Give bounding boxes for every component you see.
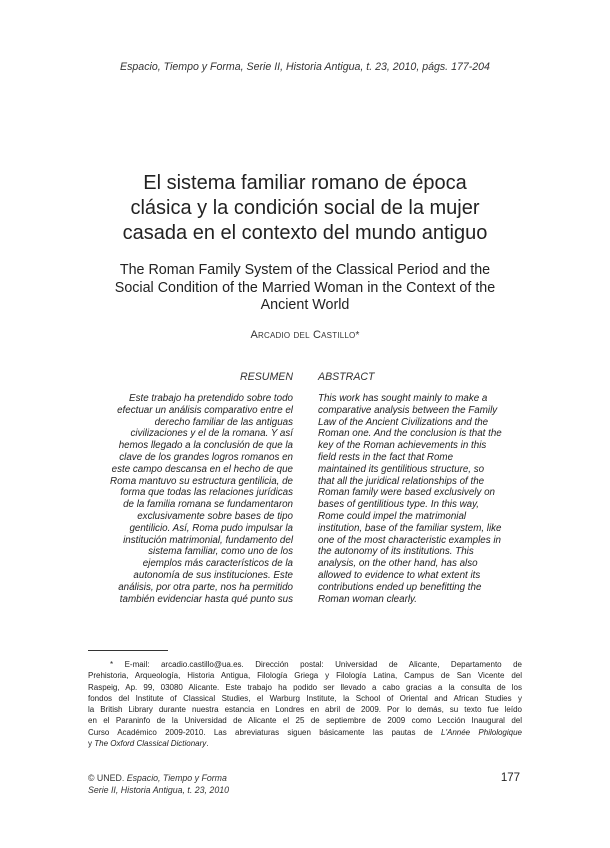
resumen-line: efectuar un análisis comparativo entre el <box>117 404 293 416</box>
journal-reference: L'Année Philologique <box>441 727 523 737</box>
resumen-line: gentilicio. Así, Roma pudo impulsar la <box>129 522 293 534</box>
resumen-line: exclusivamente sobre bases de tipo <box>137 510 293 522</box>
resumen-line: forma que todas las relaciones jurídicas <box>120 487 293 499</box>
footer-citation <box>88 772 229 796</box>
footnote-rule <box>88 650 168 651</box>
resumen-line: civilizaciones y el de la romana. Y así <box>130 428 293 440</box>
title-english-line: Ancient World <box>260 297 350 313</box>
title-spanish <box>90 171 520 246</box>
resumen-line: Este trabajo ha pretendido sobre todo <box>129 393 293 404</box>
resumen-text <box>100 393 293 605</box>
abstract-line: the autonomy of its institutions. This <box>318 546 474 558</box>
footnote-line: Prehistoria, Arqueología, Historia Antigua, Filología Griega y Filología Latina, Campus de San Vicente del <box>88 671 522 681</box>
abstract-line: key of the Roman achievements in this <box>318 440 487 452</box>
footnote-line: y <box>88 739 92 749</box>
author-name: Arcadio del Castillo <box>250 329 356 341</box>
journal-name: Espacio, Tiempo y Forma <box>126 773 227 783</box>
abstract-line: contributions ended up benefitting the <box>318 581 482 593</box>
resumen-line: ejemplos más característicos de la <box>142 558 293 570</box>
resumen-line: institución matrimonial, fundamento del <box>123 534 293 546</box>
title-spanish-line: clásica y la condición social de la mujer <box>130 197 480 219</box>
abstract-line: that all the juridical relationships of the <box>318 475 485 487</box>
title-english-line: The Roman Family System of the Classical Period and the <box>119 262 491 278</box>
author-line <box>0 329 610 341</box>
footnote-line: fondos del Institute of Classical Studies, el Warburg Institute, la School of Oriental and African Studies y <box>88 693 522 703</box>
resumen-heading: RESUMEN <box>240 371 293 383</box>
abstract-line: Rome could impel the matrimonial <box>318 510 467 522</box>
footnote-line-with-ref <box>88 727 522 738</box>
abstract-line: Roman one. And the conclusion is that the <box>318 428 502 440</box>
resumen-line: sistema familiar, como uno de los <box>148 546 293 558</box>
abstract-line: Roman family were based exclusively on <box>318 487 495 499</box>
abstract-heading: ABSTRACT <box>318 371 375 383</box>
title-english <box>80 262 530 315</box>
footnote-line: * E-mail: arcadio.castillo@ua.es. Dirección postal: Universidad de Alicante, Departamento de <box>110 660 522 669</box>
title-spanish-line: El sistema familiar romano de época <box>143 172 467 194</box>
resumen-line: Roma mantuvo su estructura gentilicia, de <box>110 475 293 487</box>
running-header: Espacio, Tiempo y Forma, Serie II, Historia Antigua, t. 23, 2010, págs. 177-204 <box>120 61 490 73</box>
journal-series: Serie II, Historia Antigua, t. 23, 2010 <box>88 785 229 795</box>
abstract-line: bases of gentilitious type. In this way, <box>318 499 480 511</box>
abstract-line: Law of the Ancient Civilizations and the <box>318 416 489 428</box>
abstract-line: field rests in the fact that Rome <box>318 451 454 463</box>
resumen-line: hemos llegado a la conclusión de que la <box>118 440 293 452</box>
footnote-line-with-ref: y The Oxford Classical Dictionary. <box>88 739 209 749</box>
resumen-line: análisis, por otra parte, nos ha permitido <box>118 581 293 593</box>
abstract-line: maintained its gentilitious structure, so <box>318 463 485 475</box>
footnote-line: la British Library durante nuestra estancia en Londres en abril de 2009. Por lo demás, su texto fue leído <box>88 705 522 715</box>
dictionary-reference: The Oxford Classical Dictionary <box>94 739 207 749</box>
abstract-line: allowed to evidence to what extent its <box>318 569 481 581</box>
abstract-line: institution, base of the familiar system, like <box>318 522 502 534</box>
title-english-line: Social Condition of the Married Woman in the Context of the <box>114 279 496 296</box>
resumen-line: este campo descansa en el hecho de que <box>111 463 293 475</box>
footnote <box>88 659 522 749</box>
footer-line-1 <box>88 772 229 784</box>
footnote-line: Curso Académico 2009-2010. Las abreviaturas siguen básicamente las pautas de <box>88 727 433 737</box>
author-footnote-mark: * <box>355 330 360 341</box>
abstract-text <box>318 393 518 605</box>
footnote-line: en el Paraninfo de la Universidad de Alicante el 25 de septiembre de 2009 como Lección Inaugural del <box>88 716 522 726</box>
resumen-line: también evidenciar hasta qué punto sus <box>119 593 293 605</box>
footnote-line: Raspeig, Ap. 99, 03080 Alicante. Este trabajo ha podido ser llevado a cabo gracias a la consulta de los <box>88 682 522 692</box>
resumen-line: derecho familiar de las antiguas <box>154 416 293 428</box>
title-spanish-line: casada en el contexto del mundo antiguo <box>122 222 488 244</box>
abstract-line: analysis, on the other hand, has also <box>318 558 478 570</box>
copyright: © UNED. <box>88 773 125 783</box>
resumen-line: autonomía de sus instituciones. Este <box>133 569 293 581</box>
abstract-line: one of the most characteristic examples in <box>318 534 501 546</box>
abstract-line: This work has sought mainly to make a <box>318 393 488 404</box>
abstract-line: comparative analysis between the Family <box>318 404 498 416</box>
resumen-line: de la familia romana se fundamentaron <box>123 499 293 511</box>
abstract-line: Roman woman clearly. <box>318 593 417 605</box>
resumen-line: clave de los grandes logros romanos en <box>119 451 293 463</box>
page-number: 177 <box>500 772 520 784</box>
